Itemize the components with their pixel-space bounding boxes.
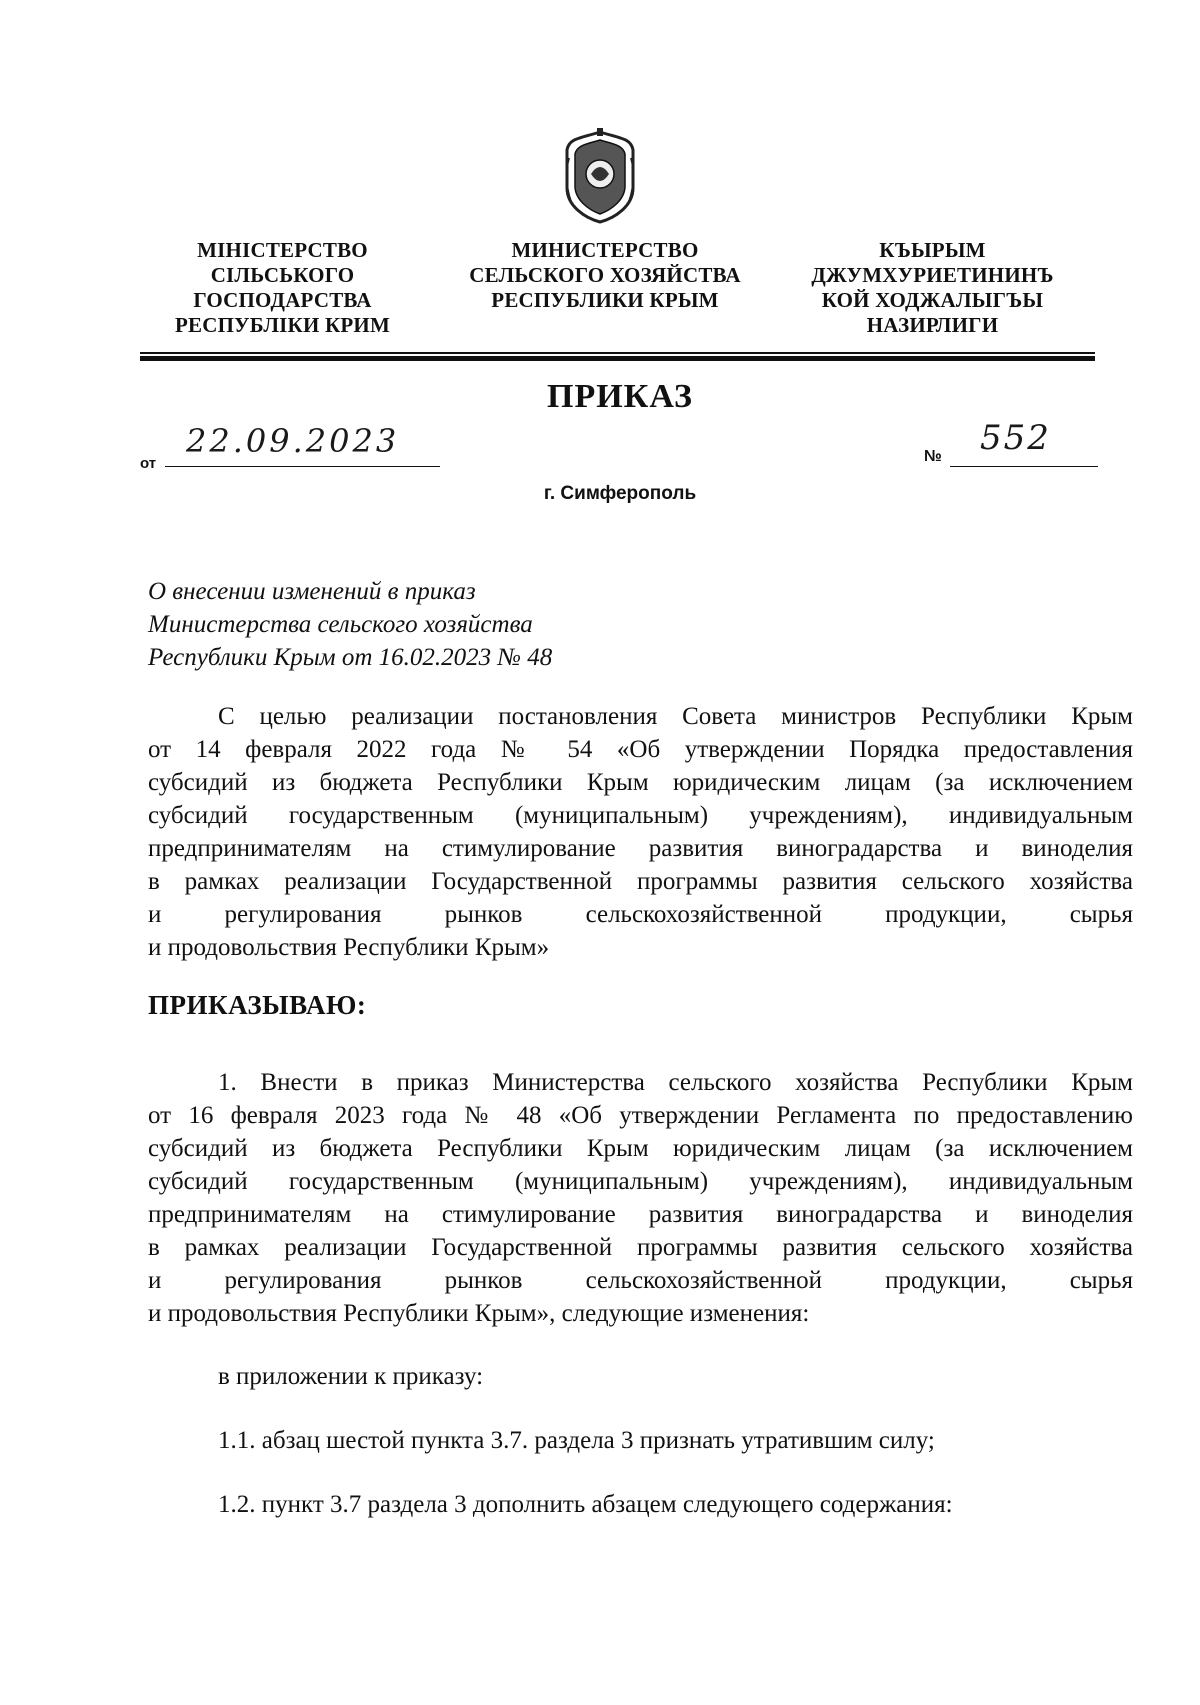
item-1-2: 1.2. пункт 3.7 раздела 3 дополнить абзацем следующего содержания: [218,1491,953,1518]
ministry-crh-line: НАЗИРЛИГИ [866,313,999,337]
date-label: от [140,455,157,472]
header-divider-thin [140,352,1095,354]
item-1-paragraph [148,1066,1133,1330]
ministry-name-russian [450,238,760,313]
subject-line: Республики Крым от 16.02.2023 № 48 [148,644,553,671]
paragraph-line: в рамках реализации Государственной программы развития сельского хозяйства [148,1234,1133,1261]
paragraph-line: и регулирования рынков сельскохозяйственной продукции, сырья [148,901,1133,928]
paragraph-line: в рамках реализации Государственной программы развития сельского хозяйства [148,868,1133,895]
item-1-1: 1.1. абзац шестой пункта 3.7. раздела 3 признать утратившим силу; [218,1427,935,1454]
city-name: г. Симферополь [543,483,697,504]
header-divider-thick [140,356,1095,361]
number-underline [950,466,1098,467]
order-subject [148,575,552,674]
ministry-name-crimean-tatar [790,238,1075,338]
ministry-name-ukrainian [155,238,410,338]
paragraph-line: предпринимателям на стимулирование развития виноградарства и виноделия [148,1201,1133,1228]
handwritten-date: 22.09.2023 [186,422,400,460]
paragraph-line: и продовольствия Республики Крым» [148,934,550,961]
ministry-crh-line: ДЖУМХУРИЕТИНИНЪ [811,263,1054,287]
paragraph-line: субсидий государственным (муниципальным) учреждениям), индивидуальным [148,802,1133,829]
ministry-crh-line: КЪЫРЫМ [879,238,986,262]
preamble-paragraph [148,700,1133,964]
ministry-ru-line: РЕСПУБЛИКИ КРЫМ [491,288,719,312]
order-heading: ПРИКАЗЫВАЮ: [148,990,367,1020]
ministry-ru-line: СЕЛЬСКОГО ХОЗЯЙСТВА [469,263,741,287]
ministry-crh-line: КОЙ ХОДЖАЛЫГЪЫ [821,288,1044,312]
paragraph-line: и регулирования рынков сельскохозяйственной продукции, сырья [148,1267,1133,1294]
paragraph-line: 1. Внести в приказ Министерства сельского хозяйства Республики Крым [218,1069,1133,1096]
number-label: № [924,448,942,465]
paragraph-line: от 16 февраля 2023 года № 48 «Об утверждении Регламента по предоставлению [148,1102,1133,1129]
appendix-intro: в приложении к приказу: [218,1363,484,1390]
paragraph-line: субсидий государственным (муниципальным) учреждениям), индивидуальным [148,1168,1133,1195]
subject-line: Министерства сельского хозяйства [148,611,533,638]
paragraph-line: С целью реализации постановления Совета министров Республики Крым [218,703,1133,730]
ministry-ua-line: ГОСПОДАРСТВА [193,288,372,312]
ministry-ua-line: СІЛЬСЬКОГО [210,263,355,287]
ministry-ua-line: МІНІСТЕРСТВО [197,238,368,262]
paragraph-line: от 14 февраля 2022 года № 54 «Об утверждении Порядка предоставления [148,736,1133,763]
date-underline [165,466,440,467]
document-title: ПРИКАЗ [547,378,693,415]
ministry-ua-line: РЕСПУБЛІКИ КРИМ [175,313,390,337]
paragraph-line: предпринимателям на стимулирование развития виноградарства и виноделия [148,835,1133,862]
paragraph-line: субсидий из бюджета Республики Крым юридическим лицам (за исключением [148,769,1133,796]
paragraph-line: и продовольствия Республики Крым», следующие изменения: [148,1300,810,1327]
coat-of-arms-emblem [561,128,639,224]
subject-line: О внесении изменений в приказ [148,578,476,605]
ministry-ru-line: МИНИСТЕРСТВО [511,238,699,262]
paragraph-line: субсидий из бюджета Республики Крым юридическим лицам (за исключением [148,1135,1133,1162]
handwritten-number: 552 [980,418,1051,458]
